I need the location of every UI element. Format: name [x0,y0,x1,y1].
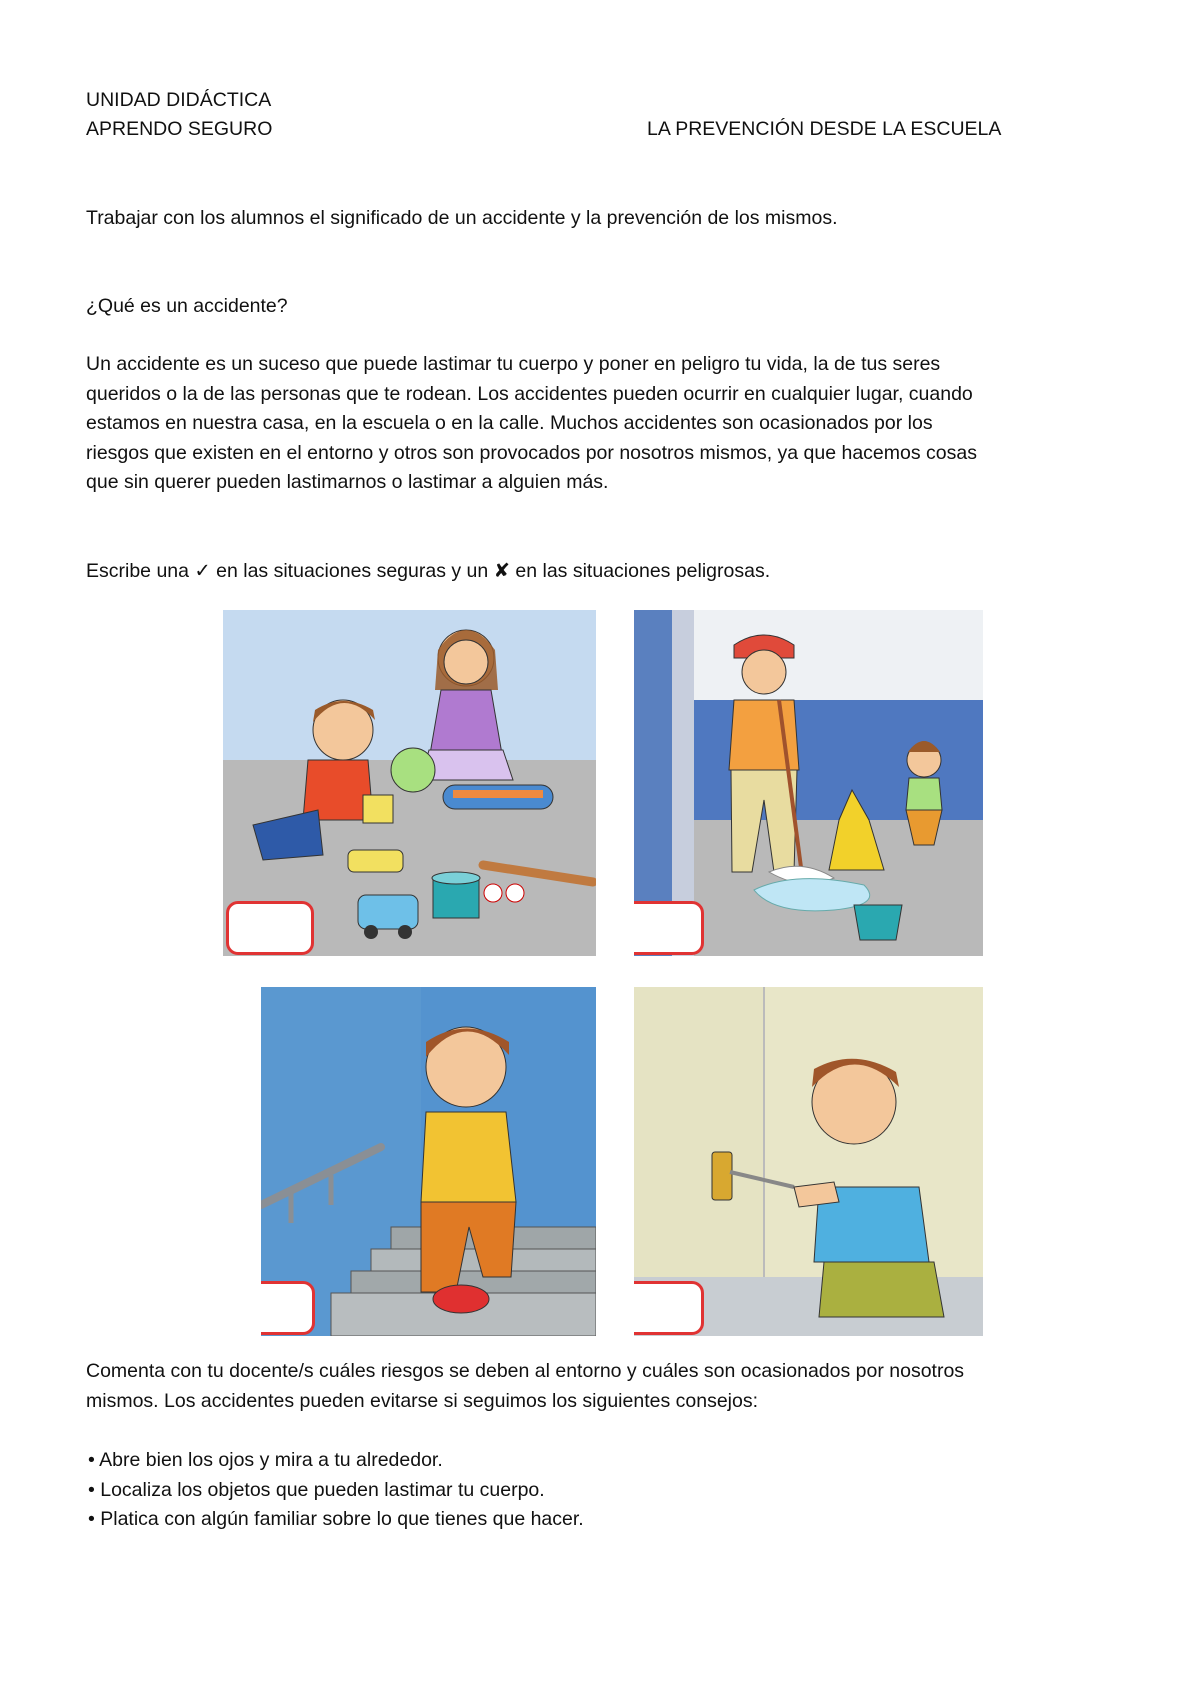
instruction-text: Escribe una ✓ en las situaciones seguras y un ✘ en las situaciones peligrosas. [86,560,771,582]
objective-text: Trabajar con los alumnos el significado de un accidente y la prevención de los mismos. [86,207,838,229]
illustration-wet-floor [634,610,983,956]
unit-subtitle: APRENDO SEGURO [86,118,273,140]
definition-line: riesgos que existen en el entorno y otros son provocados por nosotros mismos, ya que hacemos cosas [86,441,977,464]
question-heading: ¿Qué es un accidente? [86,295,288,317]
illustration-toys-on-floor [223,610,596,956]
answer-box-2[interactable] [634,901,704,955]
answer-box-3[interactable] [261,1281,315,1335]
illustration-electric-socket [634,987,983,1336]
definition-line: queridos o la de las personas que te rodean. Los accidentes pueden ocurrir en cualquier lugar, cuando [86,382,973,405]
definition-paragraph [86,350,1126,498]
answer-box-4[interactable] [634,1281,704,1335]
comment-line: Comenta con tu docente/s cuáles riesgos se deben al entorno y cuáles son ocasionados por nosotros [86,1360,965,1382]
definition-line: que sin querer pueden lastimarnos o lastimar a alguien más. [86,471,609,493]
tips-list [88,1446,584,1535]
definition-line: Un accidente es un suceso que puede lastimar tu cuerpo y poner en peligro tu vida, la de tus seres [86,353,941,375]
comment-paragraph [86,1357,1126,1416]
unit-theme: LA PREVENCIÓN DESDE LA ESCUELA [647,118,1002,140]
tip-item: • Localiza los objetos que pueden lastimar tu cuerpo. [88,1478,545,1501]
unit-title: UNIDAD DIDÁCTICA [86,89,272,111]
illustration-stairs-handrail [261,987,596,1336]
tip-item: • Platica con algún familiar sobre lo que tienes que hacer. [88,1508,584,1530]
comment-line: mismos. Los accidentes pueden evitarse si seguimos los siguientes consejos: [86,1389,759,1412]
tip-item: • Abre bien los ojos y mira a tu alrededor. [88,1449,443,1471]
definition-line: estamos en nuestra casa, en la escuela o en la calle. Muchos accidentes son ocasionados por los [86,412,933,434]
answer-box-1[interactable] [226,901,314,955]
